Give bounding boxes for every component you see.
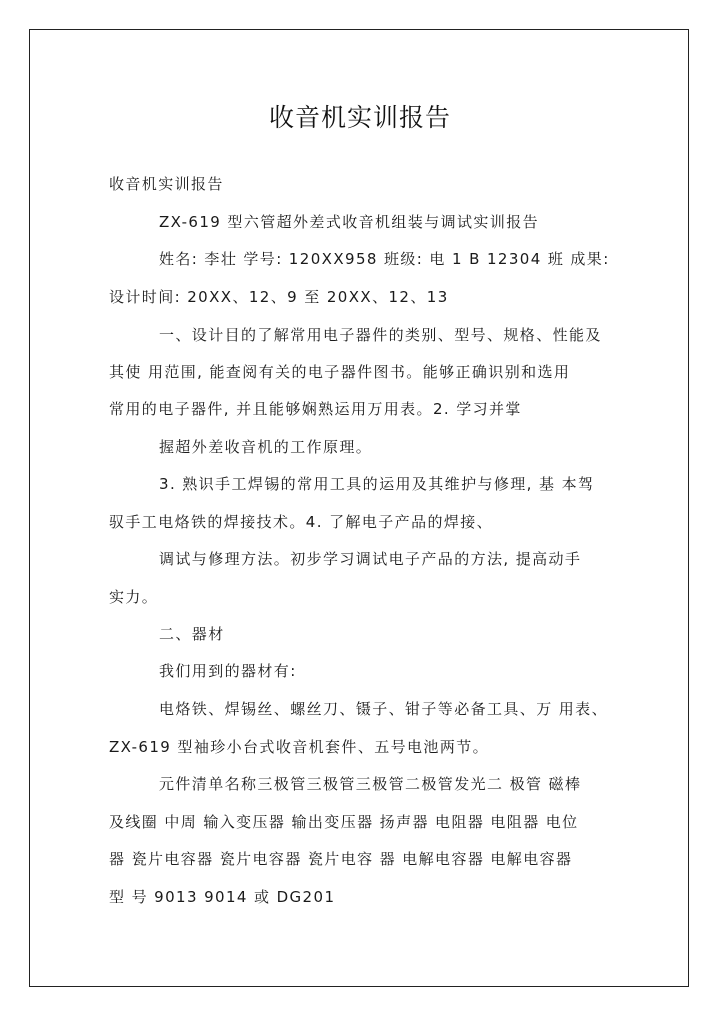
paragraph-line: ZX-619 型袖珍小台式收音机套件、五号电池两节。 xyxy=(109,738,490,756)
paragraph-line: 常用的电子器件, 并且能够娴熟运用万用表。2. 学习并掌 xyxy=(109,400,522,418)
paragraph-line: 调试与修理方法。初步学习调试电子产品的方法, 提高动手 xyxy=(159,550,582,568)
paragraph-line: 其使 用范围, 能查阅有关的电子器件图书。能够正确识别和选用 xyxy=(109,363,571,381)
report-heading: ZX-619 型六管超外差式收音机组装与调试实训报告 xyxy=(159,213,540,231)
design-time: 设计时间: 20XX、12、9 至 20XX、12、13 xyxy=(109,288,449,306)
paragraph-line: 型 号 9013 9014 或 DG201 xyxy=(109,888,336,906)
paragraph-line: 握超外差收音机的工作原理。 xyxy=(159,438,373,456)
paragraph-line: 及线圈 中周 输入变压器 输出变压器 扬声器 电阻器 电阻器 电位 xyxy=(109,813,579,831)
paragraph-line: 一、设计目的了解常用电子器件的类别、型号、规格、性能及 xyxy=(159,326,602,344)
section-heading: 二、器材 xyxy=(159,625,225,643)
paragraph-line: 3. 熟识手工焊锡的常用工具的运用及其维护与修理, 基 本驾 xyxy=(159,475,595,493)
paragraph-line: 驭手工电烙铁的焊接技术。4. 了解电子产品的焊接、 xyxy=(109,513,494,531)
page-title: 收音机实训报告 xyxy=(268,103,451,132)
paragraph-line: 器 瓷片电容器 瓷片电容器 瓷片电容 器 电解电容器 电解电容器 xyxy=(109,850,573,868)
paragraph-line: 实力。 xyxy=(109,588,159,606)
student-info: 姓名: 李壮 学号: 120XX958 班级: 电 1 B 12304 班 成果: xyxy=(159,250,610,268)
subtitle-line: 收音机实训报告 xyxy=(109,175,224,193)
paragraph-line: 我们用到的器材有: xyxy=(159,662,297,680)
paragraph-line: 元件清单名称三极管三极管三极管二极管发光二 极管 磁棒 xyxy=(159,775,582,793)
paragraph-line: 电烙铁、焊锡丝、螺丝刀、镊子、钳子等必备工具、万 用表、 xyxy=(159,700,608,718)
